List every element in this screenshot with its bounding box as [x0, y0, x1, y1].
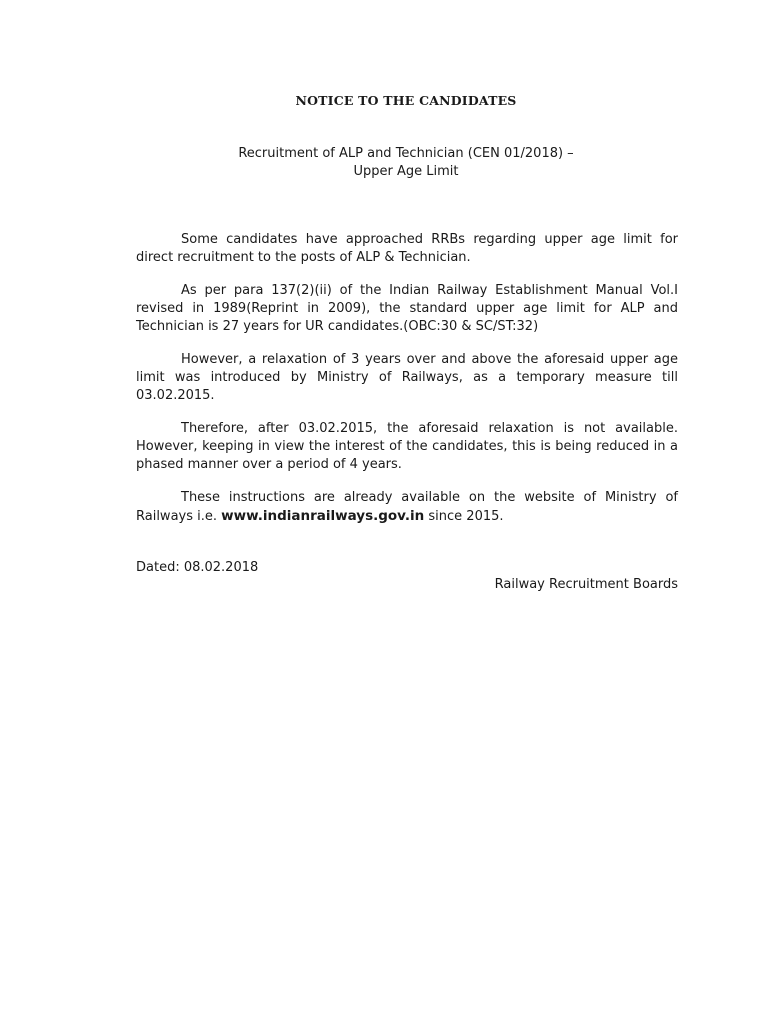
notice-subtitle [0, 145, 768, 181]
notice-date: Dated: 08.02.2018 [136, 560, 259, 575]
subtitle-line-1: Recruitment of ALP and Technician (CEN 01/2018) – [238, 146, 574, 161]
website-link[interactable]: www.indianrailways.gov.in [221, 508, 425, 524]
paragraph-1: Some candidates have approached RRBs regarding upper age limit for direct recruitment to the posts of ALP & Technician. [136, 232, 678, 265]
notice-title: NOTICE TO THE CANDIDATES [295, 93, 517, 108]
subtitle-line-2: Upper Age Limit [353, 164, 459, 179]
paragraph-5 [136, 489, 678, 526]
paragraph-5-text: These instructions are already available on the website of Ministry of Railways i.e. [136, 490, 678, 524]
paragraph-5-tail: since 2015. [428, 509, 504, 524]
paragraph-2: As per para 137(2)(ii) of the Indian Railway Establishment Manual Vol.I revised in 1989(Reprint in 2009), the standard upper age limit for ALP and Technician is 27 years for UR candidates.(OBC:30 & SC/ST:32) [136, 283, 678, 334]
notice-body [136, 231, 678, 541]
paragraph-3: However, a relaxation of 3 years over and above the aforesaid upper age limit was introduced by Ministry of Railways, as a temporary measure till 03.02.2015. [136, 352, 678, 403]
paragraph-4: Therefore, after 03.02.2015, the aforesaid relaxation is not available. However, keeping in view the interest of the candidates, this is being reduced in a phased manner over a period of 4 years. [136, 421, 678, 472]
notice-signature: Railway Recruitment Boards [494, 577, 678, 592]
